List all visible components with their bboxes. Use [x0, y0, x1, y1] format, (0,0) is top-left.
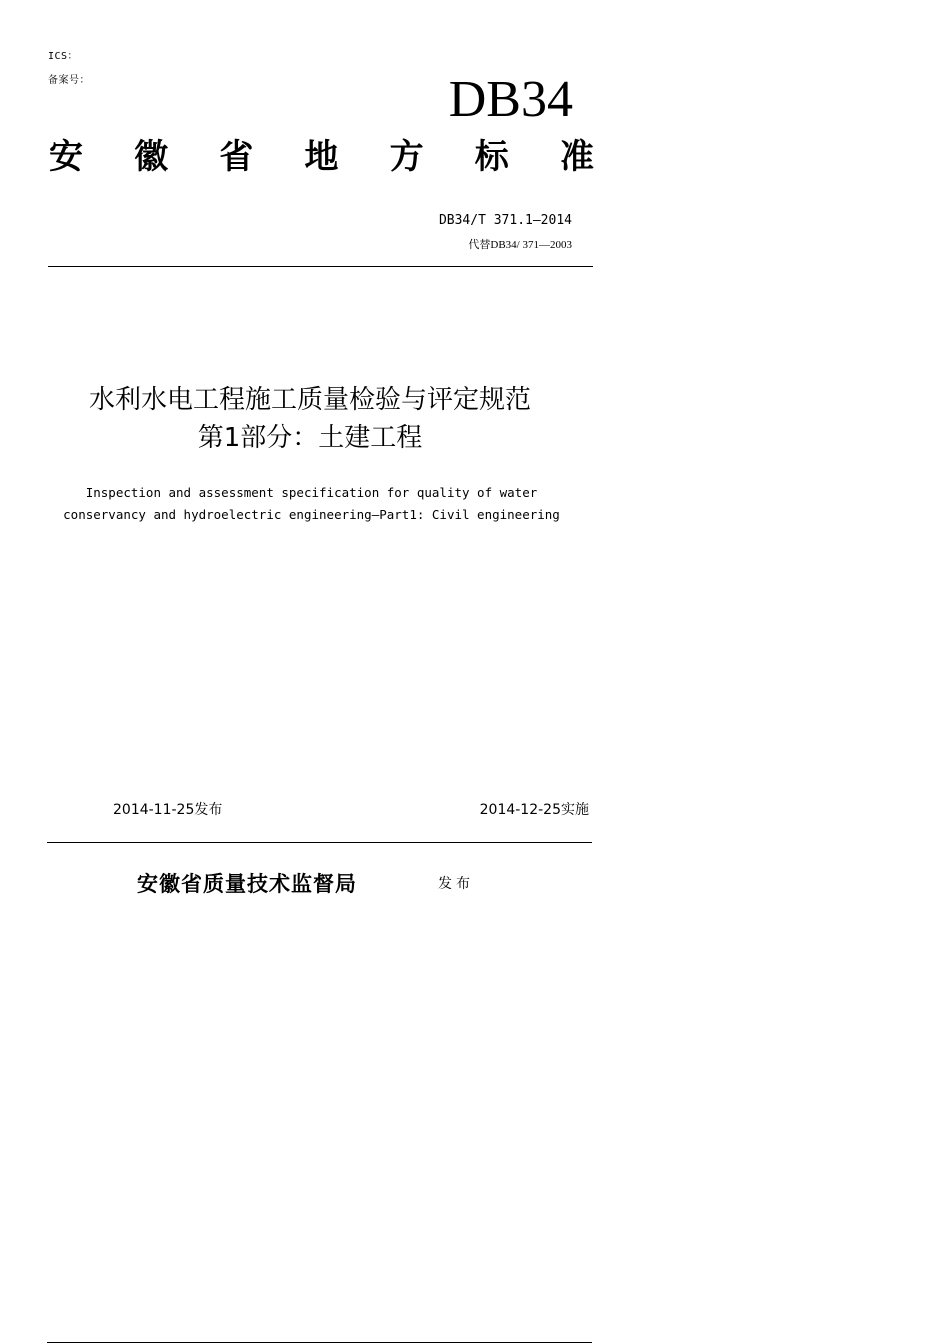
standard-number: DB34/T 371.1—2014 — [438, 213, 572, 228]
standard-type-char: 方 — [389, 137, 424, 177]
middle-divider — [47, 842, 592, 843]
chinese-title-line-2: 第1部分：土建工程 — [197, 423, 423, 453]
english-title-line-1: Inspection and assessment specification for quality of water — [85, 485, 538, 500]
standard-type-title — [49, 137, 594, 177]
english-title-line-2: conservancy and hydroelectric engineering—Part1: Civil engineering — [63, 507, 560, 522]
ics-label: ICS： — [48, 51, 79, 62]
implementation-date: 2014-12-25实施 — [479, 802, 589, 818]
issue-date: 2014-11-25发布 — [113, 802, 223, 818]
standard-type-char: 省 — [219, 137, 254, 177]
standard-type-char: 徽 — [134, 137, 169, 177]
replaces-standard: 代替DB34/ 371—2003 — [468, 239, 572, 251]
standard-type-char: 准 — [559, 137, 594, 177]
filing-number-label: 备案号： — [48, 75, 90, 86]
publish-label: 发布 — [438, 876, 474, 892]
standard-type-char: 地 — [304, 137, 339, 177]
top-divider — [48, 266, 593, 267]
standard-type-char: 安 — [49, 137, 83, 177]
chinese-title-line-1: 水利水电工程施工质量检验与评定规范 — [88, 385, 531, 415]
standard-type-char: 标 — [474, 137, 509, 177]
publisher-name: 安徽省质量技术监督局 — [137, 871, 357, 896]
db-code: DB34 — [448, 71, 573, 128]
bottom-divider — [47, 1342, 592, 1343]
